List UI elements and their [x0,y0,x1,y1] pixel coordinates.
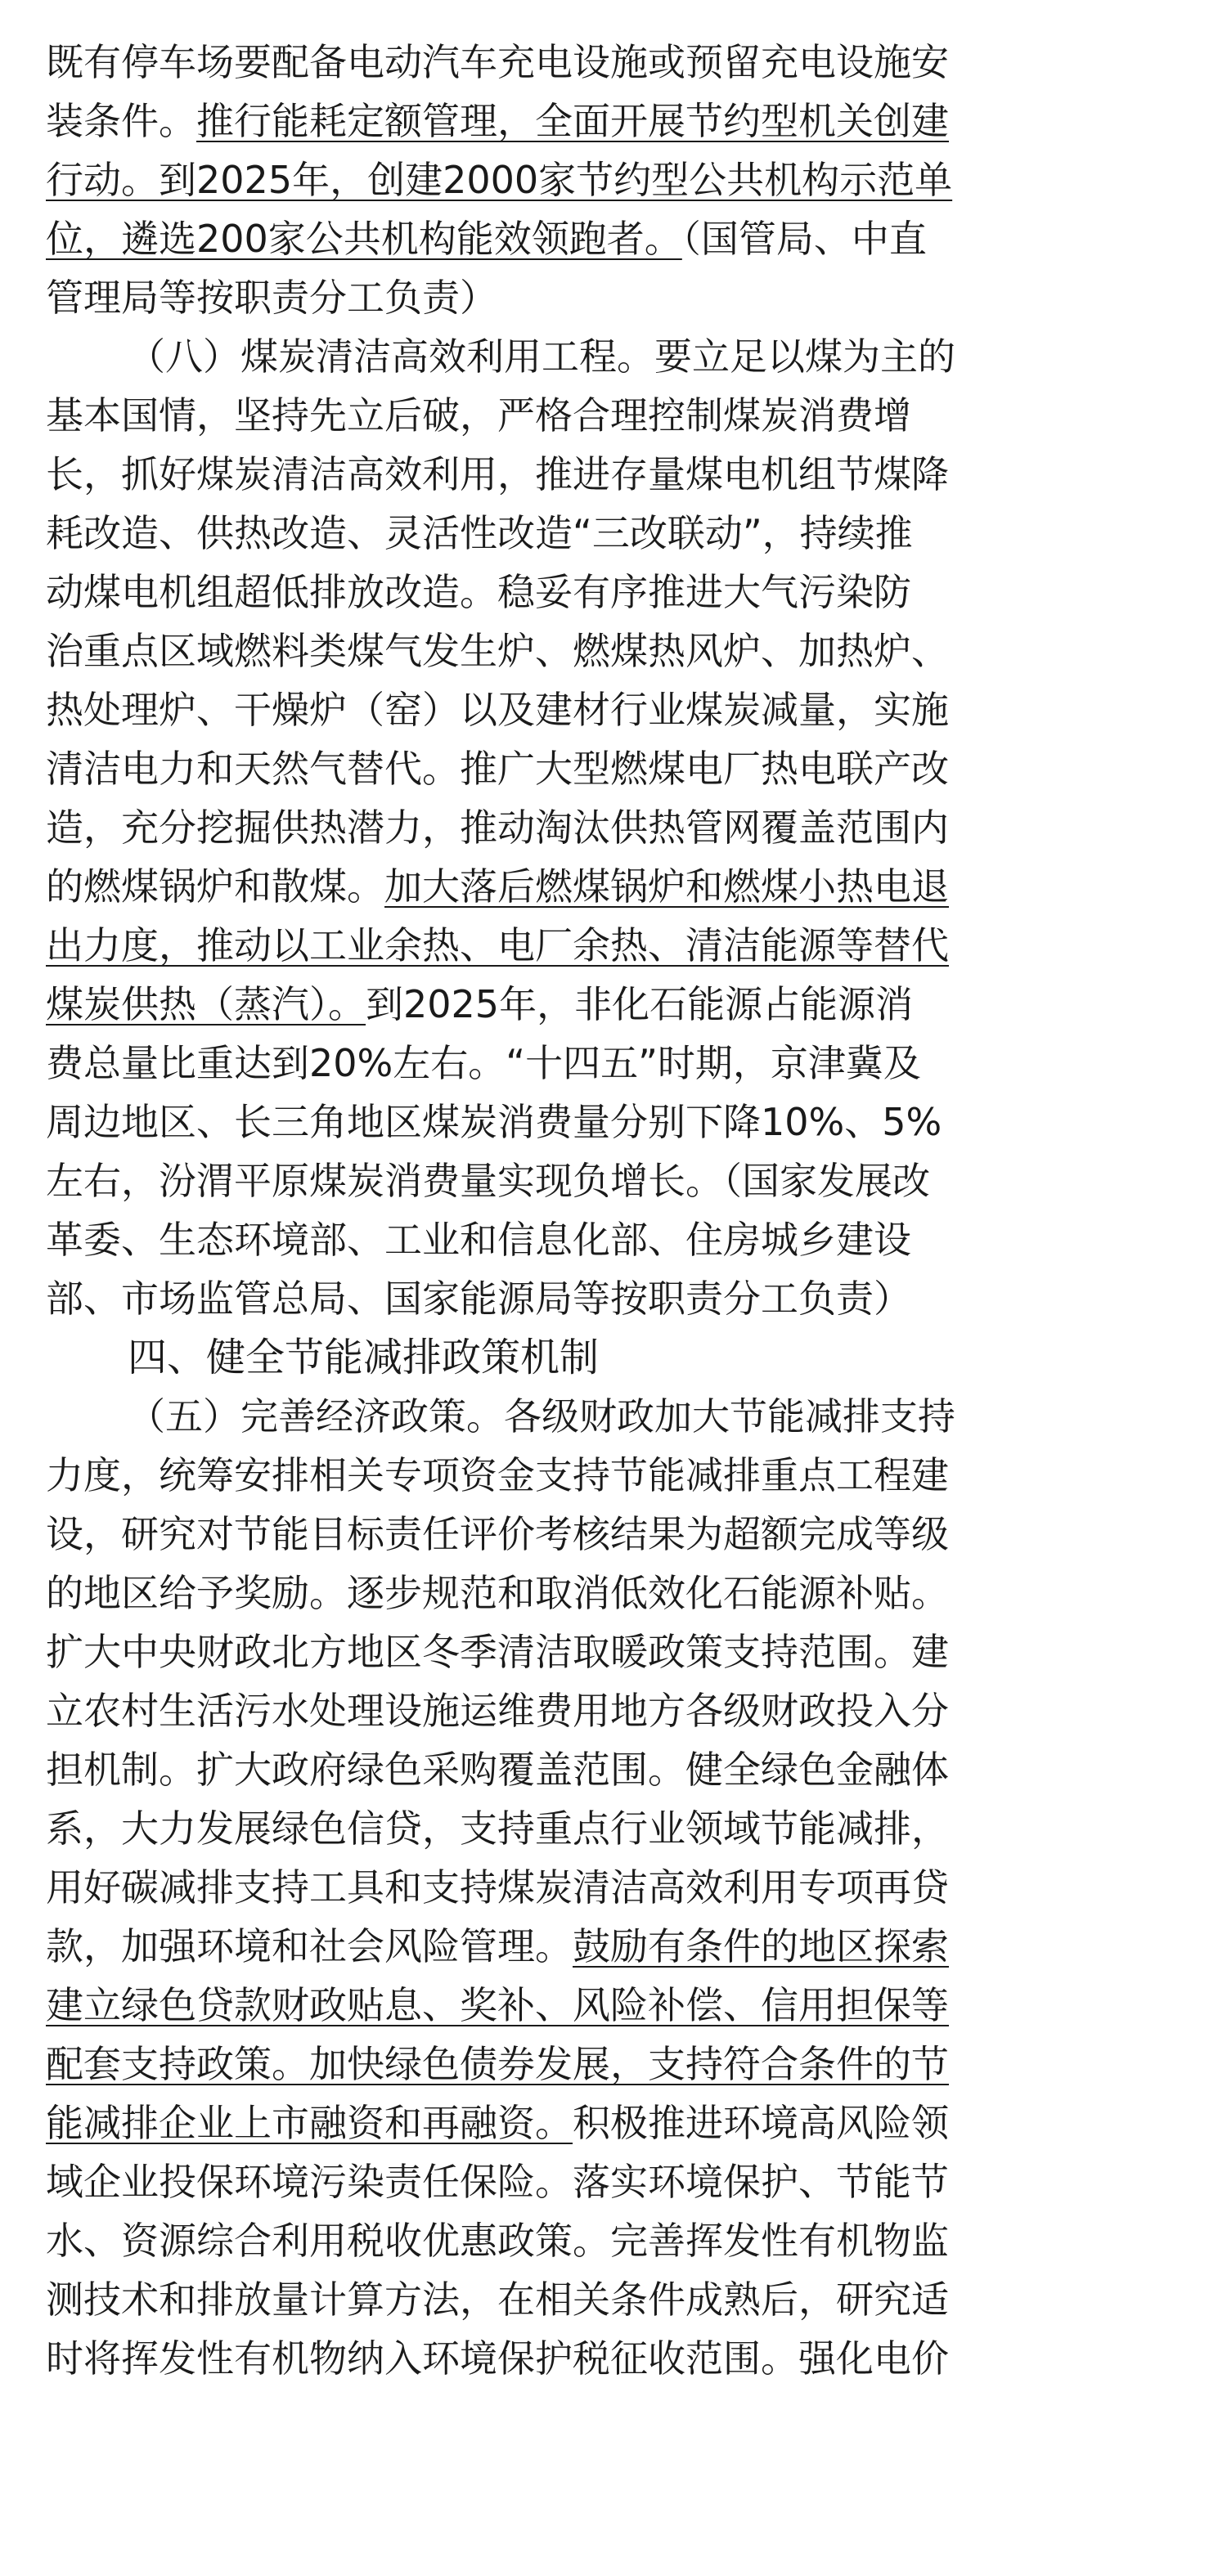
text-line [46,268,1011,327]
text-segment: 域企业投保环境污染责任保险。落实环境保护、节能节 [46,2160,949,2204]
text-segment: 积极推进环境高风险领 [573,2101,949,2145]
text-line [46,2329,1011,2388]
text-segment: 基本国情，坚持先立后破，严格合理控制煤炭消费增 [46,393,911,438]
text-segment: 的地区给予奖励。逐步规范和取消低效化石能源补贴。 [46,1571,949,1615]
text-segment: 革委、生态环境部、工业和信息化部、住房城乡建设 [46,1218,911,1262]
text-segment: 长，抓好煤炭清洁高效利用，推进存量煤电机组节煤降 [46,452,949,496]
text-line [46,1740,1011,1799]
text-line [46,2152,1011,2211]
text-line [46,386,1011,445]
text-segment: 到2025年，非化石能源占能源消 [366,982,914,1026]
text-line [46,680,1011,739]
text-segment: 管理局等按职责分工负责） [46,276,497,320]
section-heading [46,1328,1011,1387]
text-line [46,798,1011,857]
paragraph-first-line [46,1387,1011,1446]
text-line [46,1681,1011,1740]
text-segment: 耗改造、供热改造、灵活性改造“三改联动”，持续推 [46,511,913,555]
text-line [46,1093,1011,1151]
text-segment: 装条件。 [46,99,196,143]
text-line [46,916,1011,975]
text-segment: 时将挥发性有机物纳入环境保护税征收范围。强化电价 [46,2336,949,2381]
text-line [46,445,1011,504]
underlined-text-segment: 建立绿色贷款财政贴息、奖补、风险补偿、信用担保等 [46,1983,949,2027]
text-segment: 款，加强环境和社会风险管理。 [46,1924,573,1968]
text-line [46,1034,1011,1093]
underlined-text-segment: 加大落后燃煤锅炉和燃煤小热电退 [384,864,949,909]
text-segment: 系，大力发展绿色信贷，支持重点行业领域节能减排， [46,1806,949,1851]
text-line [46,1269,1011,1328]
text-segment: 动煤电机组超低排放改造。稳妥有序推进大气污染防 [46,570,911,614]
text-line [46,92,1011,150]
text-line [46,1564,1011,1622]
text-segment: 治重点区域燃料类煤气发生炉、燃煤热风炉、加热炉、 [46,629,949,673]
section-heading-text: 四、健全节能减排政策机制 [128,1335,600,1380]
text-segment: 测技术和排放量计算方法，在相关条件成熟后，研究适 [46,2278,949,2322]
text-line [46,2270,1011,2329]
text-segment: 担机制。扩大政府绿色采购覆盖范围。健全绿色金融体 [46,1748,949,1792]
text-line [46,150,1011,209]
text-line [46,504,1011,563]
text-line [46,1799,1011,1858]
text-line [46,1446,1011,1505]
text-segment: 清洁电力和天然气替代。推广大型燃煤电厂热电联产改 [46,747,949,791]
text-segment: 造，充分挖掘供热潜力，推动淘汰供热管网覆盖范围内 [46,806,949,850]
text-line [46,1976,1011,2035]
text-segment: 立农村生活污水处理设施运维费用地方各级财政投入分 [46,1689,949,1733]
text-segment: 的燃煤锅炉和散煤。 [46,864,384,909]
underlined-text-segment: 配套支持政策。加快绿色债券发展，支持符合条件的节 [46,2042,949,2086]
text-line [46,33,1011,92]
underlined-text-segment: 推行能耗定额管理，全面开展节约型机关创建 [196,99,949,143]
text-segment: 费总量比重达到20%左右。“十四五”时期，京津冀及 [46,1041,921,1085]
text-line [46,209,1011,268]
text-segment: （国管局、中直 [681,217,927,261]
text-line [46,1858,1011,1917]
text-line [46,622,1011,680]
text-line [46,1917,1011,1976]
text-segment: 热处理炉、干燥炉（窑）以及建材行业煤炭减量，实施 [46,688,949,732]
text-line [46,2094,1011,2152]
text-line [46,739,1011,798]
text-segment: 水、资源综合利用税收优惠政策。完善挥发性有机物监 [46,2219,949,2263]
paragraph-first-line [46,327,1011,386]
text-segment: 左右，汾渭平原煤炭消费量实现负增长。（国家发展改 [46,1159,930,1203]
text-line [46,2211,1011,2270]
underlined-text-segment: 煤炭供热（蒸汽）。 [46,982,366,1026]
text-segment: 扩大中央财政北方地区冬季清洁取暖政策支持范围。建 [46,1630,949,1674]
text-line [46,1622,1011,1681]
text-line [46,1210,1011,1269]
text-segment: （八）煤炭清洁高效利用工程。要立足以煤为主的 [128,334,955,379]
text-line [46,857,1011,916]
text-segment: 设，研究对节能目标责任评价考核结果为超额完成等级 [46,1512,949,1556]
underlined-text-segment: 出力度，推动以工业余热、电厂余热、清洁能源等替代 [46,923,949,967]
underlined-text-segment: 鼓励有条件的地区探索 [573,1924,949,1968]
text-segment: （五）完善经济政策。各级财政加大节能减排支持 [128,1394,955,1438]
text-line [46,1505,1011,1564]
underlined-text-segment: 行动。到2025年，创建2000家节约型公共机构示范单 [46,158,953,202]
text-line [46,2035,1011,2094]
text-segment: 力度，统筹安排相关专项资金支持节能减排重点工程建 [46,1453,949,1497]
underlined-text-segment: 位，遴选200家公共机构能效领跑者。 [46,217,682,261]
underlined-text-segment: 能减排企业上市融资和再融资。 [46,2101,573,2145]
text-segment: 用好碳减排支持工具和支持煤炭清洁高效利用专项再贷 [46,1865,949,1910]
text-line [46,975,1011,1034]
text-segment: 既有停车场要配备电动汽车充电设施或预留充电设施安 [46,40,949,84]
text-segment: 周边地区、长三角地区煤炭消费量分别下降10%、5% [46,1100,942,1144]
text-segment: 部、市场监管总局、国家能源局等按职责分工负责） [46,1277,911,1321]
document-page [46,33,1011,2388]
text-line [46,563,1011,622]
text-line [46,1151,1011,1210]
